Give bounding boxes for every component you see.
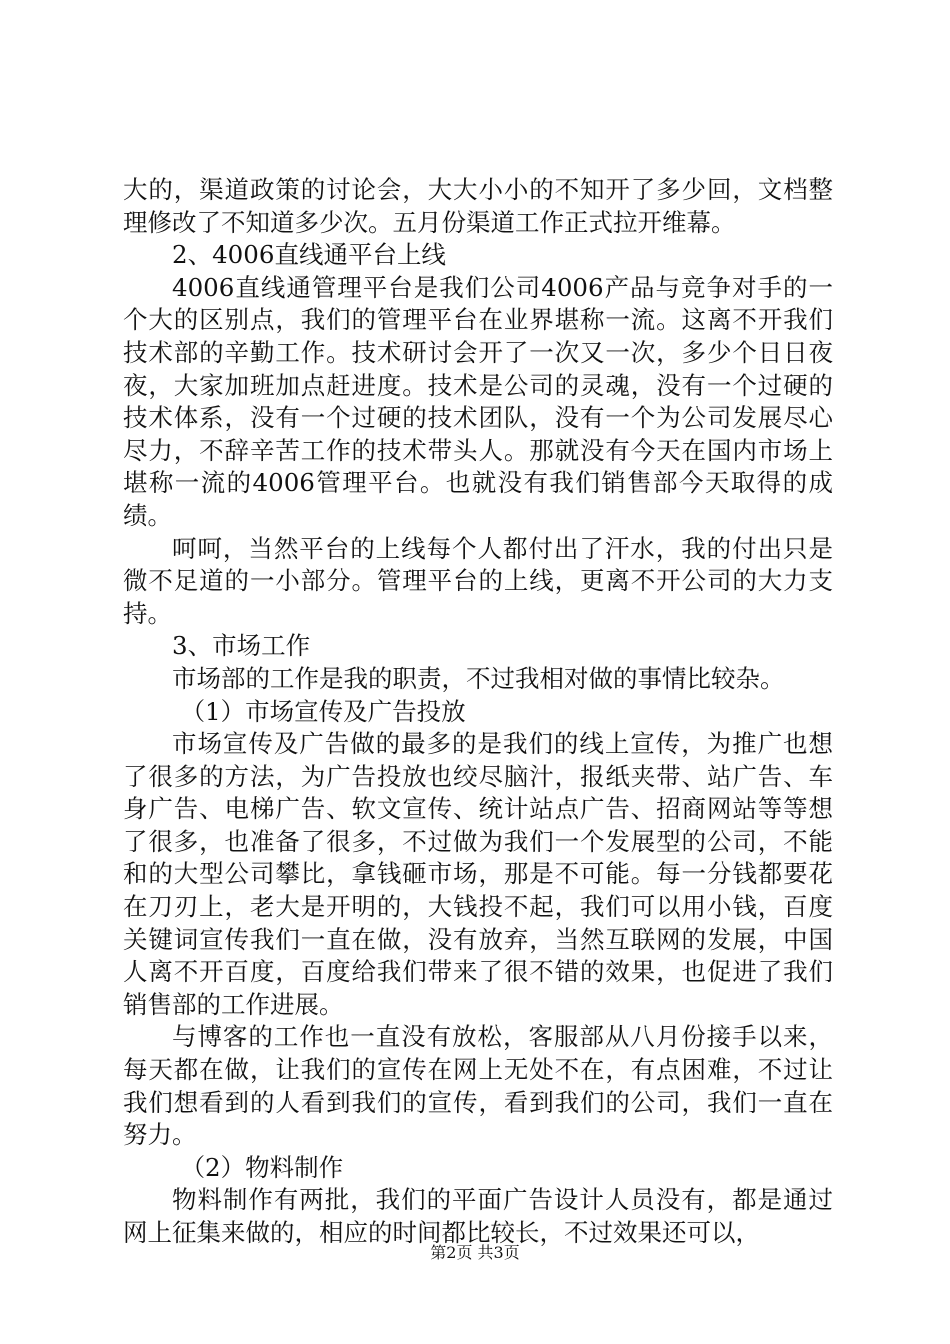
paragraph: 物料制作有两批，我们的平面广告设计人员没有，都是通过网上征集来做的，相应的时间都比较长，不过效果还可以， (123, 1185, 833, 1247)
paragraph: 市场宣传及广告做的最多的是我们的线上宣传，为推广也想了很多的方法，为广告投放也绞尽脑汁，报纸夹带、站广告、车身广告、电梯广告、软文宣传、统计站点广告、招商网站等等想了很多，也准备了很多，不过做为我们一个发展型的公司，不能和的大型公司攀比，拿钱砸市场，那是不可能。每一分钱都要花在刀刃上，老大是开明的，大钱投不起，我们可以用小钱，百度关键词宣传我们一直在做，没有放弃，当然互联网的发展，中国人离不开百度，百度给我们带来了很不错的效果，也促进了我们销售部的工作进展。 (123, 729, 833, 1019)
paragraph: 市场部的工作是我的职责，不过我相对做的事情比较杂。 (172, 663, 785, 693)
section-heading: 2、4006直线通平台上线 (172, 240, 446, 270)
section-heading: 3、市场工作 (172, 631, 311, 661)
page-footer: 第2页 共3页 (430, 1243, 520, 1262)
paragraph: 呵呵，当然平台的上线每个人都付出了汗水，我的付出只是微不足道的一小部分。管理平台的上线，更离不开公司的大力支持。 (123, 533, 833, 628)
document-body (123, 174, 833, 1250)
paragraph: 大的，渠道政策的讨论会，大大小小的不知开了多少回，文档整理修改了不知道多少次。五月份渠道工作正式拉开维幕。 (123, 175, 833, 237)
paragraph: 与博客的工作也一直没有放松，客服部从八月份接手以来，每天都在做，让我们的宣传在网上无处不在，有点困难，不过让我们想看到的人看到我们的宣传，看到我们的公司，我们一直在努力。 (123, 1022, 833, 1150)
paragraph: 4006直线通管理平台是我们公司4006产品与竞争对手的一个大的区别点，我们的管理平台在业界堪称一流。这离不开我们技术部的辛勤工作。技术研讨会开了一次又一次，多少个日日夜夜，大家加班加点赶进度。技术是公司的灵魂，没有一个过硬的技术体系，没有一个过硬的技术团队，没有一个为公司发展尽心尽力，不辞辛苦工作的技术带头人。那就没有今天在国内市场上堪称一流的4006管理平台。也就没有我们销售部今天取得的成绩。 (123, 272, 833, 530)
subsection-heading: （2）物料制作 (180, 1152, 344, 1182)
subsection-heading: （1）市场宣传及广告投放 (180, 696, 466, 726)
